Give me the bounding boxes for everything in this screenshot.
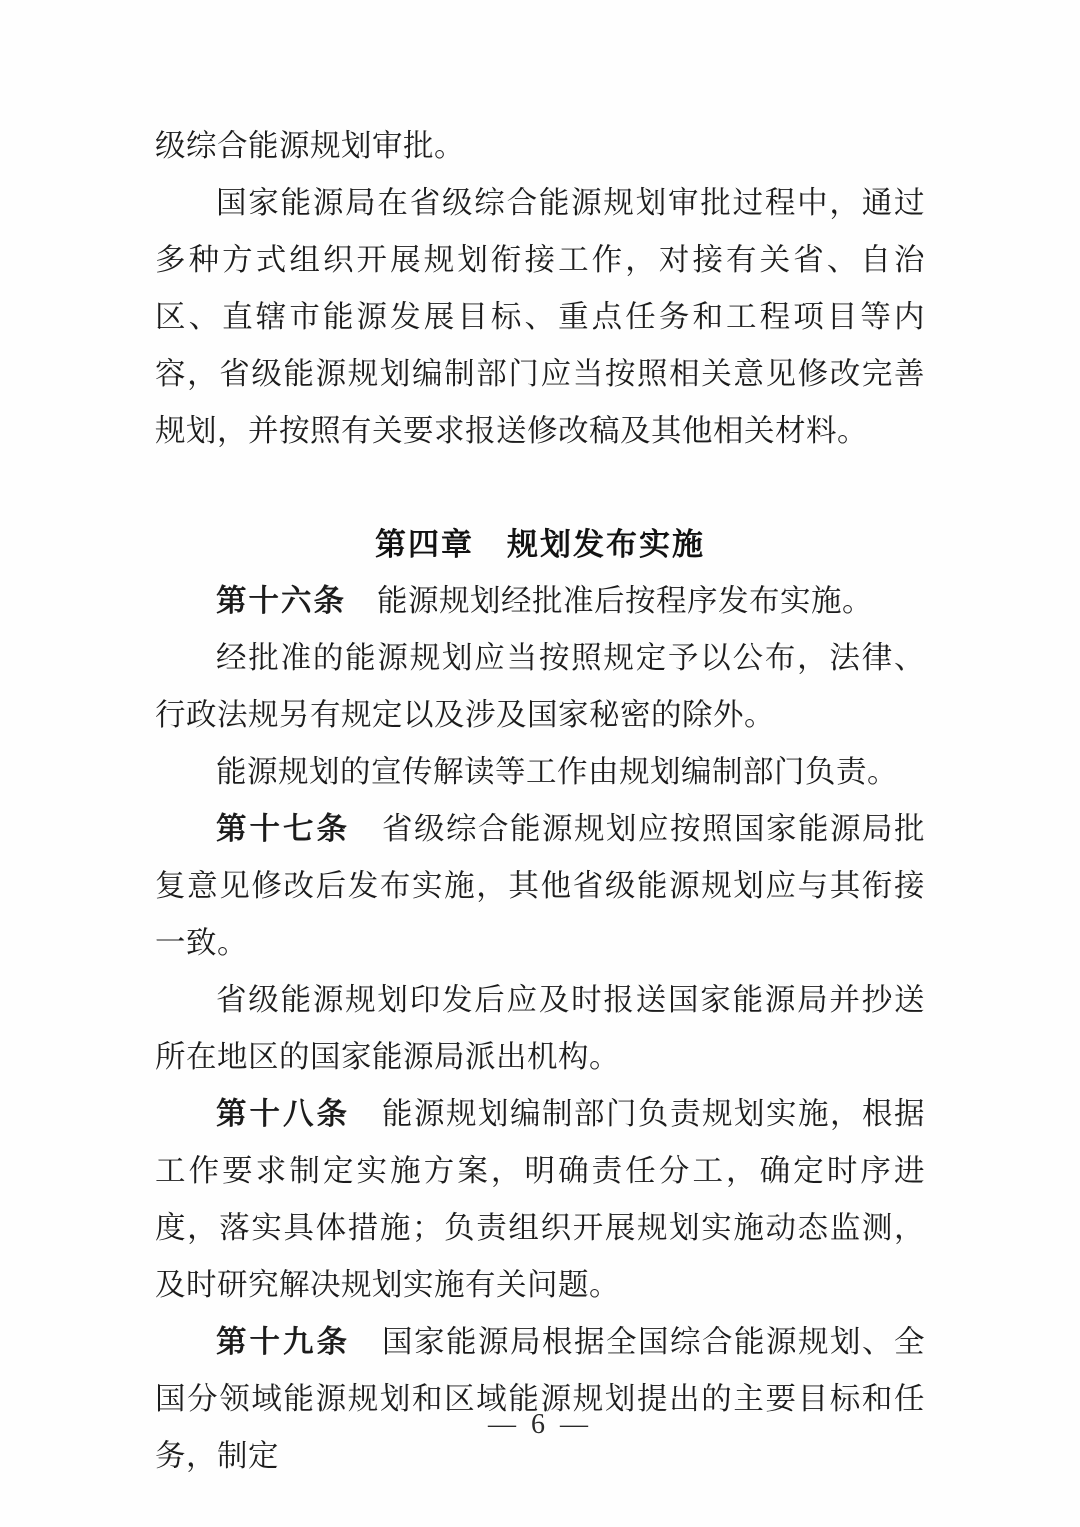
chapter-heading: 第四章 规划发布实施 xyxy=(375,527,705,562)
article-sixteen-label: 第十六条 xyxy=(216,584,346,618)
article-eighteen-text: 能源规划编制部门负责规划实施，根据工作要求制定实施方案，明确责任分工，确定时序进度，落实具体措施；负责组织开展规划实施动态监测，及时研究解决规划实施有关问题。 xyxy=(155,1097,925,1302)
paragraph-publicity-interpretation: 能源规划的宣传解读等工作由规划编制部门负责。 xyxy=(216,755,898,789)
article-seventeen-label: 第十七条 xyxy=(216,812,350,846)
article-eighteen xyxy=(155,1086,925,1314)
article-nineteen-label: 第十九条 xyxy=(216,1325,350,1359)
page-number: — 6 — xyxy=(488,1409,592,1440)
paragraph-planning-coordination: 国家能源局在省级综合能源规划审批过程中，通过多种方式组织开展规划衔接工作，对接有关省、自治区、直辖市能源发展目标、重点任务和工程项目等内容，省级能源规划编制部门应当按照相关意见修改完善规划，并按照有关要求报送修改稿及其他相关材料。 xyxy=(155,186,925,448)
article-eighteen-label: 第十八条 xyxy=(216,1097,350,1131)
article-seventeen-text: 省级综合能源规划应按照国家能源局批复意见修改后发布实施，其他省级能源规划应与其衔接一致。 xyxy=(155,812,925,960)
article-seventeen xyxy=(155,801,925,972)
article-sixteen-text: 能源规划经批准后按程序发布实施。 xyxy=(346,584,873,618)
article-sixteen xyxy=(155,573,925,630)
article-nineteen xyxy=(155,1314,925,1485)
article-nineteen-text: 国家能源局根据全国综合能源规划、全国分领域能源规划和区域能源规划提出的主要目标和任务，制定 xyxy=(155,1325,925,1473)
section-spacer xyxy=(155,460,925,516)
paragraph-provincial-reporting: 省级能源规划印发后应及时报送国家能源局并抄送所在地区的国家能源局派出机构。 xyxy=(155,983,925,1074)
paragraph-publication-rules: 经批准的能源规划应当按照规定予以公布，法律、行政法规另有规定以及涉及国家秘密的除外。 xyxy=(155,641,925,732)
paragraph-continuation: 级综合能源规划审批。 xyxy=(155,129,465,163)
document-body xyxy=(155,118,925,1485)
